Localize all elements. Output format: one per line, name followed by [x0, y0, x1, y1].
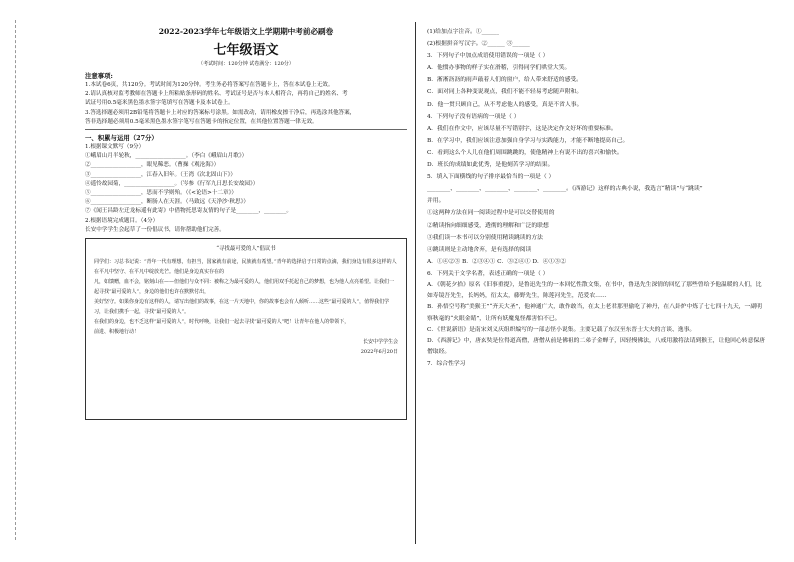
notes-line: 2.请认真核对监考教师在答题卡上所粘贴条形码的姓名、考试证号是否与本人相符合，再将自己的姓名、考	[85, 91, 348, 98]
notes-line: 答非选择题必须用0.5毫米黑色墨水签字笔写在答题卡的指定位置，在其他位置答题一律无效。	[85, 118, 318, 125]
right-column	[427, 26, 767, 370]
option-line: A．①④②③ B．②③④① C．③②④① D．④①③②	[427, 258, 566, 265]
sentence-line: ①这两种方法在同一阅读过程中是可以交替使用的	[427, 210, 555, 217]
proposal-box	[85, 238, 407, 420]
divider-rule	[85, 129, 407, 130]
dictation-line: ①峨眉山月半轮秋，__________________。（李白《峨眉山月歌》）	[85, 153, 248, 160]
question-5: 5．填入下面横线的句子排序最恰当的一项是（ ）	[427, 174, 555, 181]
section1-heading: 一、积累与运用（27分）	[85, 134, 158, 143]
dictation-line: ②__________________，眼见稀恶。（曹操《观沧海》）	[85, 162, 220, 169]
option-line: B．淅淅沥沥的雨声敲着人们的窗户，给人带来舒适的感受。	[427, 77, 582, 84]
proposal-paragraph: 前进、积极地行动！	[94, 329, 140, 336]
question-line: (2)根据拼音写汉字。②______ ③______	[427, 41, 530, 48]
exam-title: 2022-2023学年七年级语文上学期期中考前必刷卷	[158, 27, 334, 36]
proposal-title: “寻找最可爱的人”倡议书	[216, 246, 276, 253]
question-line: 并用。	[427, 198, 445, 205]
dictation-line: ⑥__________________，断肠人在天涯。（马致远《天净沙·秋思》）	[85, 199, 249, 206]
question-7: 7．综合性学习	[427, 361, 466, 368]
notes-line: 3.答选择题必须用2B铅笔将答题卡上对应的答案标号涂黑。如需改动，请用橡皮擦干净后，再选涂其他答案，	[85, 109, 356, 116]
dictation-line: ③__________________，江春入旧年。（王湾《次北固山下》）	[85, 171, 237, 178]
dictation-line: ⑤__________________，思而不学则殆。（《<论语>十二章》）	[85, 190, 238, 197]
option-line: D．《西游记》中，唐玄奘是位得道高僧，唐僧从前是佛祖的二弟子金蝉子，因轻慢佛法，八戒用激将法请到猴王，让他回心转意保唐僧取经。	[427, 337, 765, 356]
option-line: C．面对同上各种变说观点，我们不能不轻易考虑随声附和。	[427, 89, 583, 96]
left-column	[85, 26, 407, 420]
option-line: A．我们在作文中，应该尽量不写错别字，这是决定作文好坏的重要标准。	[427, 125, 617, 132]
option-line: D．班长的成绩如此优秀，是他刻苦学习的结果。	[427, 162, 554, 169]
sentence-line: ③我们读一本书可以分别使用精读跳读的方法	[427, 234, 543, 241]
option-line: C．《世说新语》是南宋刘义庆组织编写的一部志怪小说集。主要记载了东汉至东晋士大夫的言谈、逸事。	[427, 326, 696, 333]
notes-line: 1.本试卷6页，共120分。考试时间为120分钟。考生务必将答案写在答题卡上，答在本试卷上无效。	[85, 82, 334, 88]
sentence-line: ②精读指向细细感受，透彻的理解和广泛的联想	[427, 222, 549, 229]
notes-line: 试证号用0.5毫米黑色墨水签字笔填写在答题卡及本试卷上。	[85, 100, 234, 107]
question-4: 4．下列句子没有语病的一项是（ ）	[427, 113, 520, 120]
dictation-line: ④遥怜故园菊，__________________。（岑参《行军九日思长安故园》）	[85, 180, 259, 187]
question-2-intro: 长安中学学生会起草了一份倡议书，请你帮助他们完善。	[85, 226, 225, 233]
question-6: 6．下列关于文学名著，表述正确的一项是（ ）	[427, 270, 549, 277]
binding-margin	[8, 20, 24, 540]
proposal-paragraph: 在我们的身边，也不乏这样“最可爱的人”，时代呼唤，让我们一起去寻找“最可爱的人”吧！让青年在他人的带领下，	[94, 319, 350, 326]
exam-meta: （考试时间：120分钟 试卷满分：120分）	[198, 61, 294, 67]
proposal-paragraph: 凡，如馈赠，血不会，铭刻山在——但他们与众不同：被称之为最可爱的人，他们用双手托起自己的梦想，也为他人点亮希望。让我们一起寻找“最可爱的人”，身边的他们也许在默默付出，	[94, 279, 395, 296]
option-line: A．他惯办事物的样子实在滑稽，引得同学们哄堂大笑。	[427, 65, 571, 72]
option-line: A．《朝花夕拾》原名《旧事重提》，是鲁迅先生的一本回忆性散文集，在书中，鲁迅先生深情的回忆了那些曾给予他温暖的人们，比如寿镜吾先生，长妈妈，衍太太，藤野先生，陈莲河先生，范爱农……	[427, 281, 762, 300]
proposal-paragraph: 美好坚守。如果你身边有这样的人，请写出他们的故事，在这一片天地中，你的故事也会有人倾听……这些“最可爱的人”，值得我们学习，让我们携手一起，寻找“最可爱的人”。	[94, 299, 390, 316]
question-1: 1.根据课文默写（9分）	[85, 144, 145, 151]
proposal-date: 2022年6月20日	[360, 349, 398, 356]
proposal-paragraph: 同学们：习总书记说：“青年一代有理想，有担当，国家就有前途，民族就有希望。”青年的选择启于日常的点滴，我们身边有很多这样的人在平凡中坚守、在平凡中绽放光芒。他们是身边真实存在的	[94, 259, 397, 276]
question-3: 3．下列句子中加点成语使用错误的一项是（ ）	[427, 53, 549, 60]
option-line: B．孙悟空号称“美猴王”“齐天大圣”，他神通广大，敢作敢当，在太上老君那里偷吃了神丹，在八卦炉中炼了七七四十九天，一副明察秋毫的“火眼金睛”，让所有妖魔鬼怪都害怕不已。	[427, 304, 762, 322]
option-line: C．看到这么个人儿在他们周围跳跳的，使他精神上有说不出的喜兴和愉快。	[427, 149, 623, 156]
dictation-line: ⑦《闻王昌龄左迁龙标遥有此寄》中借物托思寄友情的句子是________，________。	[85, 208, 292, 215]
sentence-line: ④跳读则是主动地舍弃，是有选择的阅读	[427, 246, 532, 253]
proposal-signature: 长安中学学生会	[362, 339, 398, 346]
binding-dashed-line	[15, 20, 16, 540]
question-2: 2.根据语境完成题目。（4分）	[85, 217, 159, 224]
subject-title: 七年级语文	[213, 43, 279, 58]
option-line: B．在学习中，我们应该注意加强自身学习与实践能力，才能不断地提高自己。	[427, 137, 629, 144]
column-divider	[415, 22, 416, 544]
option-line: D．他一贯只顾自己，从不考虑他人的感受，真是不省人事。	[427, 101, 583, 108]
question-line: ________、________、________、________、________。《西游记》这样的古典小说，我选言“精读”与“跳读”	[427, 186, 703, 193]
question-line: (1)给加点字注音。①______	[427, 29, 499, 35]
notes-heading: 注意事项:	[85, 72, 113, 80]
